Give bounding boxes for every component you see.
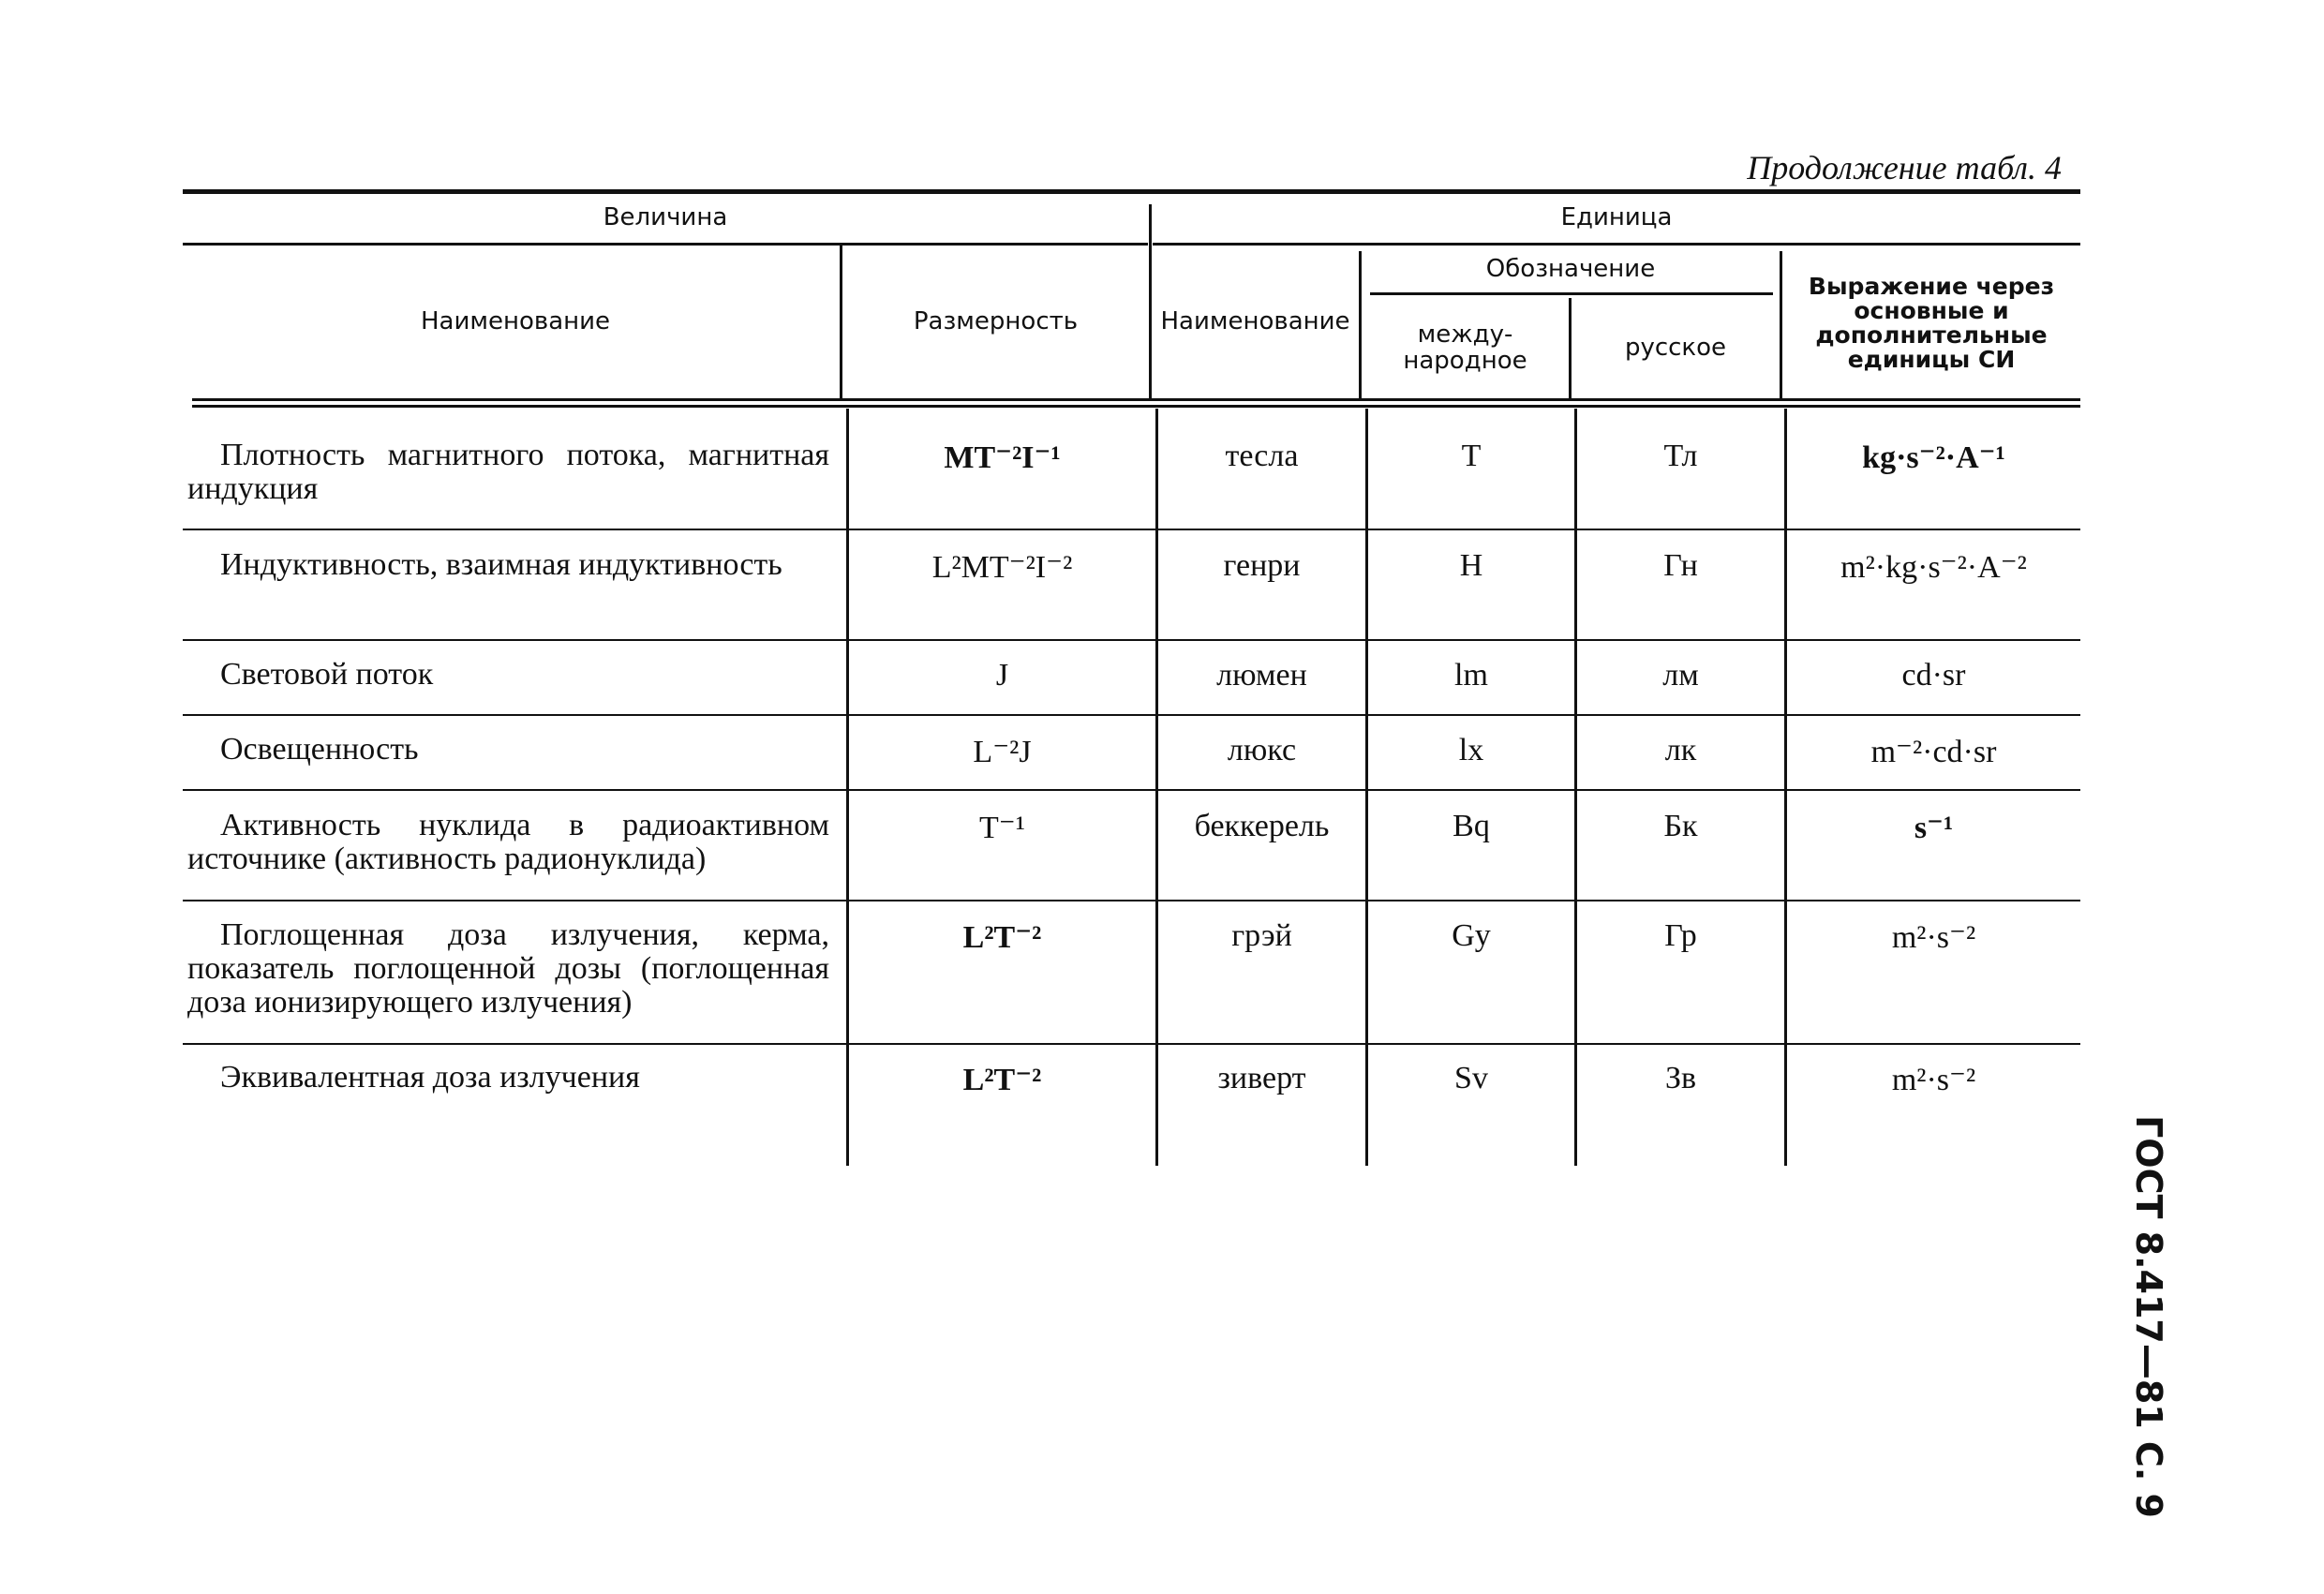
- row-separator: [183, 789, 2080, 791]
- row-1-dimension: MT⁻²I⁻¹: [944, 440, 1061, 475]
- top-rule: [183, 189, 2080, 194]
- side-label-box: [2107, 1115, 2191, 1518]
- row-6-unit-name: грэй: [1231, 918, 1292, 953]
- header-expression-line2: основные и: [1854, 296, 2009, 324]
- row-3-expression: cd·sr: [1901, 658, 1966, 693]
- row-5-international: Bq: [1452, 809, 1490, 843]
- row-7-russian: Зв: [1664, 1061, 1697, 1095]
- column-divider: [846, 409, 849, 1166]
- row-separator: [183, 1043, 2080, 1045]
- header-expression-line3: дополнительные: [1815, 321, 2048, 349]
- row-separator: [183, 529, 2080, 530]
- row-1-international: T: [1461, 439, 1482, 473]
- row-2-russian: Гн: [1663, 548, 1698, 583]
- row-1-expression: kg·s⁻²·A⁻¹: [1862, 440, 2005, 475]
- document-page-label: ГОСТ 8.417—81 С. 9: [2128, 1115, 2169, 1518]
- row-5-expression: s⁻¹: [1914, 811, 1954, 845]
- row-2-expression: m²·kg·s⁻²·A⁻²: [1840, 550, 2027, 585]
- row-7-name: Эквивалентная доза излучения: [220, 1060, 640, 1095]
- row-7-expression: m²·s⁻²: [1891, 1063, 1976, 1097]
- row-2-dimension: L²MT⁻²I⁻²: [931, 550, 1073, 585]
- row-6-international: Gy: [1452, 918, 1491, 953]
- row-3-russian: лм: [1662, 658, 1699, 693]
- header-international-line2: народное: [1403, 346, 1527, 375]
- row-4-unit-name: люкс: [1227, 733, 1297, 767]
- column-divider: [1365, 409, 1368, 1166]
- header-russian: русское: [1624, 333, 1727, 362]
- row-3-name: Световой поток: [220, 657, 434, 692]
- row-4-dimension: L⁻²J: [973, 735, 1032, 769]
- row-separator: [183, 714, 2080, 716]
- row-4-russian: лк: [1664, 733, 1697, 767]
- row-1-name: Плотность магнитного потока, магнитная индукция: [187, 438, 829, 506]
- header-name: Наименование: [420, 306, 611, 335]
- row-separator: [183, 639, 2080, 641]
- header-expression-line1: Выражение через: [1808, 272, 2055, 300]
- header-bottom-rule: [192, 405, 2080, 408]
- row-separator: [183, 900, 2080, 901]
- row-5-russian: Бк: [1663, 809, 1698, 843]
- row-7-dimension: L²T⁻²: [962, 1063, 1042, 1097]
- row-6-russian: Гр: [1664, 918, 1697, 953]
- row-5-name: Активность нуклида в радиоактивном источнике (активность радионуклида): [187, 808, 829, 876]
- row-7-unit-name: зиверт: [1217, 1061, 1306, 1095]
- header-unit: Единица: [1560, 203, 1673, 232]
- table-continuation-title: Продолжение табл. 4: [1747, 149, 2062, 186]
- column-divider: [1155, 409, 1158, 1166]
- row-3-international: lm: [1454, 658, 1488, 693]
- column-divider: [1784, 409, 1787, 1166]
- row-5-unit-name: беккерель: [1194, 809, 1330, 843]
- header-unit-name: Наименование: [1160, 306, 1350, 335]
- row-4-international: lx: [1458, 733, 1484, 767]
- row-7-international: Sv: [1454, 1061, 1488, 1095]
- row-2-name: Индуктивность, взаимная индуктивность: [220, 547, 782, 582]
- header-dimension: Размерность: [913, 306, 1079, 335]
- header-expression: [1782, 248, 2080, 398]
- header-international-line1: между-: [1417, 320, 1513, 350]
- column-divider: [1574, 409, 1577, 1166]
- row-6-dimension: L²T⁻²: [962, 920, 1042, 955]
- row-2-international: H: [1459, 548, 1483, 583]
- header-designation: Обозначение: [1485, 254, 1656, 283]
- row-1-russian: Тл: [1663, 439, 1698, 473]
- row-4-name: Освещенность: [220, 732, 419, 767]
- row-3-unit-name: люмен: [1216, 658, 1307, 693]
- row-6-name: Поглощенная доза излучения, керма, показатель поглощенной дозы (поглощенная доза ионизирующего излучения): [187, 917, 829, 1020]
- header-international: [1362, 298, 1569, 398]
- header-bottom-rule: [192, 398, 2080, 401]
- row-6-expression: m²·s⁻²: [1891, 920, 1976, 955]
- row-5-dimension: T⁻¹: [979, 811, 1025, 845]
- row-4-expression: m⁻²·cd·sr: [1870, 735, 1997, 769]
- row-3-dimension: J: [995, 658, 1009, 693]
- header-rule: [1370, 292, 1773, 295]
- row-2-unit-name: генри: [1223, 548, 1301, 583]
- header-expression-line4: единицы СИ: [1847, 346, 2016, 374]
- header-quantity: Величина: [603, 203, 728, 232]
- row-1-unit-name: тесла: [1225, 439, 1299, 473]
